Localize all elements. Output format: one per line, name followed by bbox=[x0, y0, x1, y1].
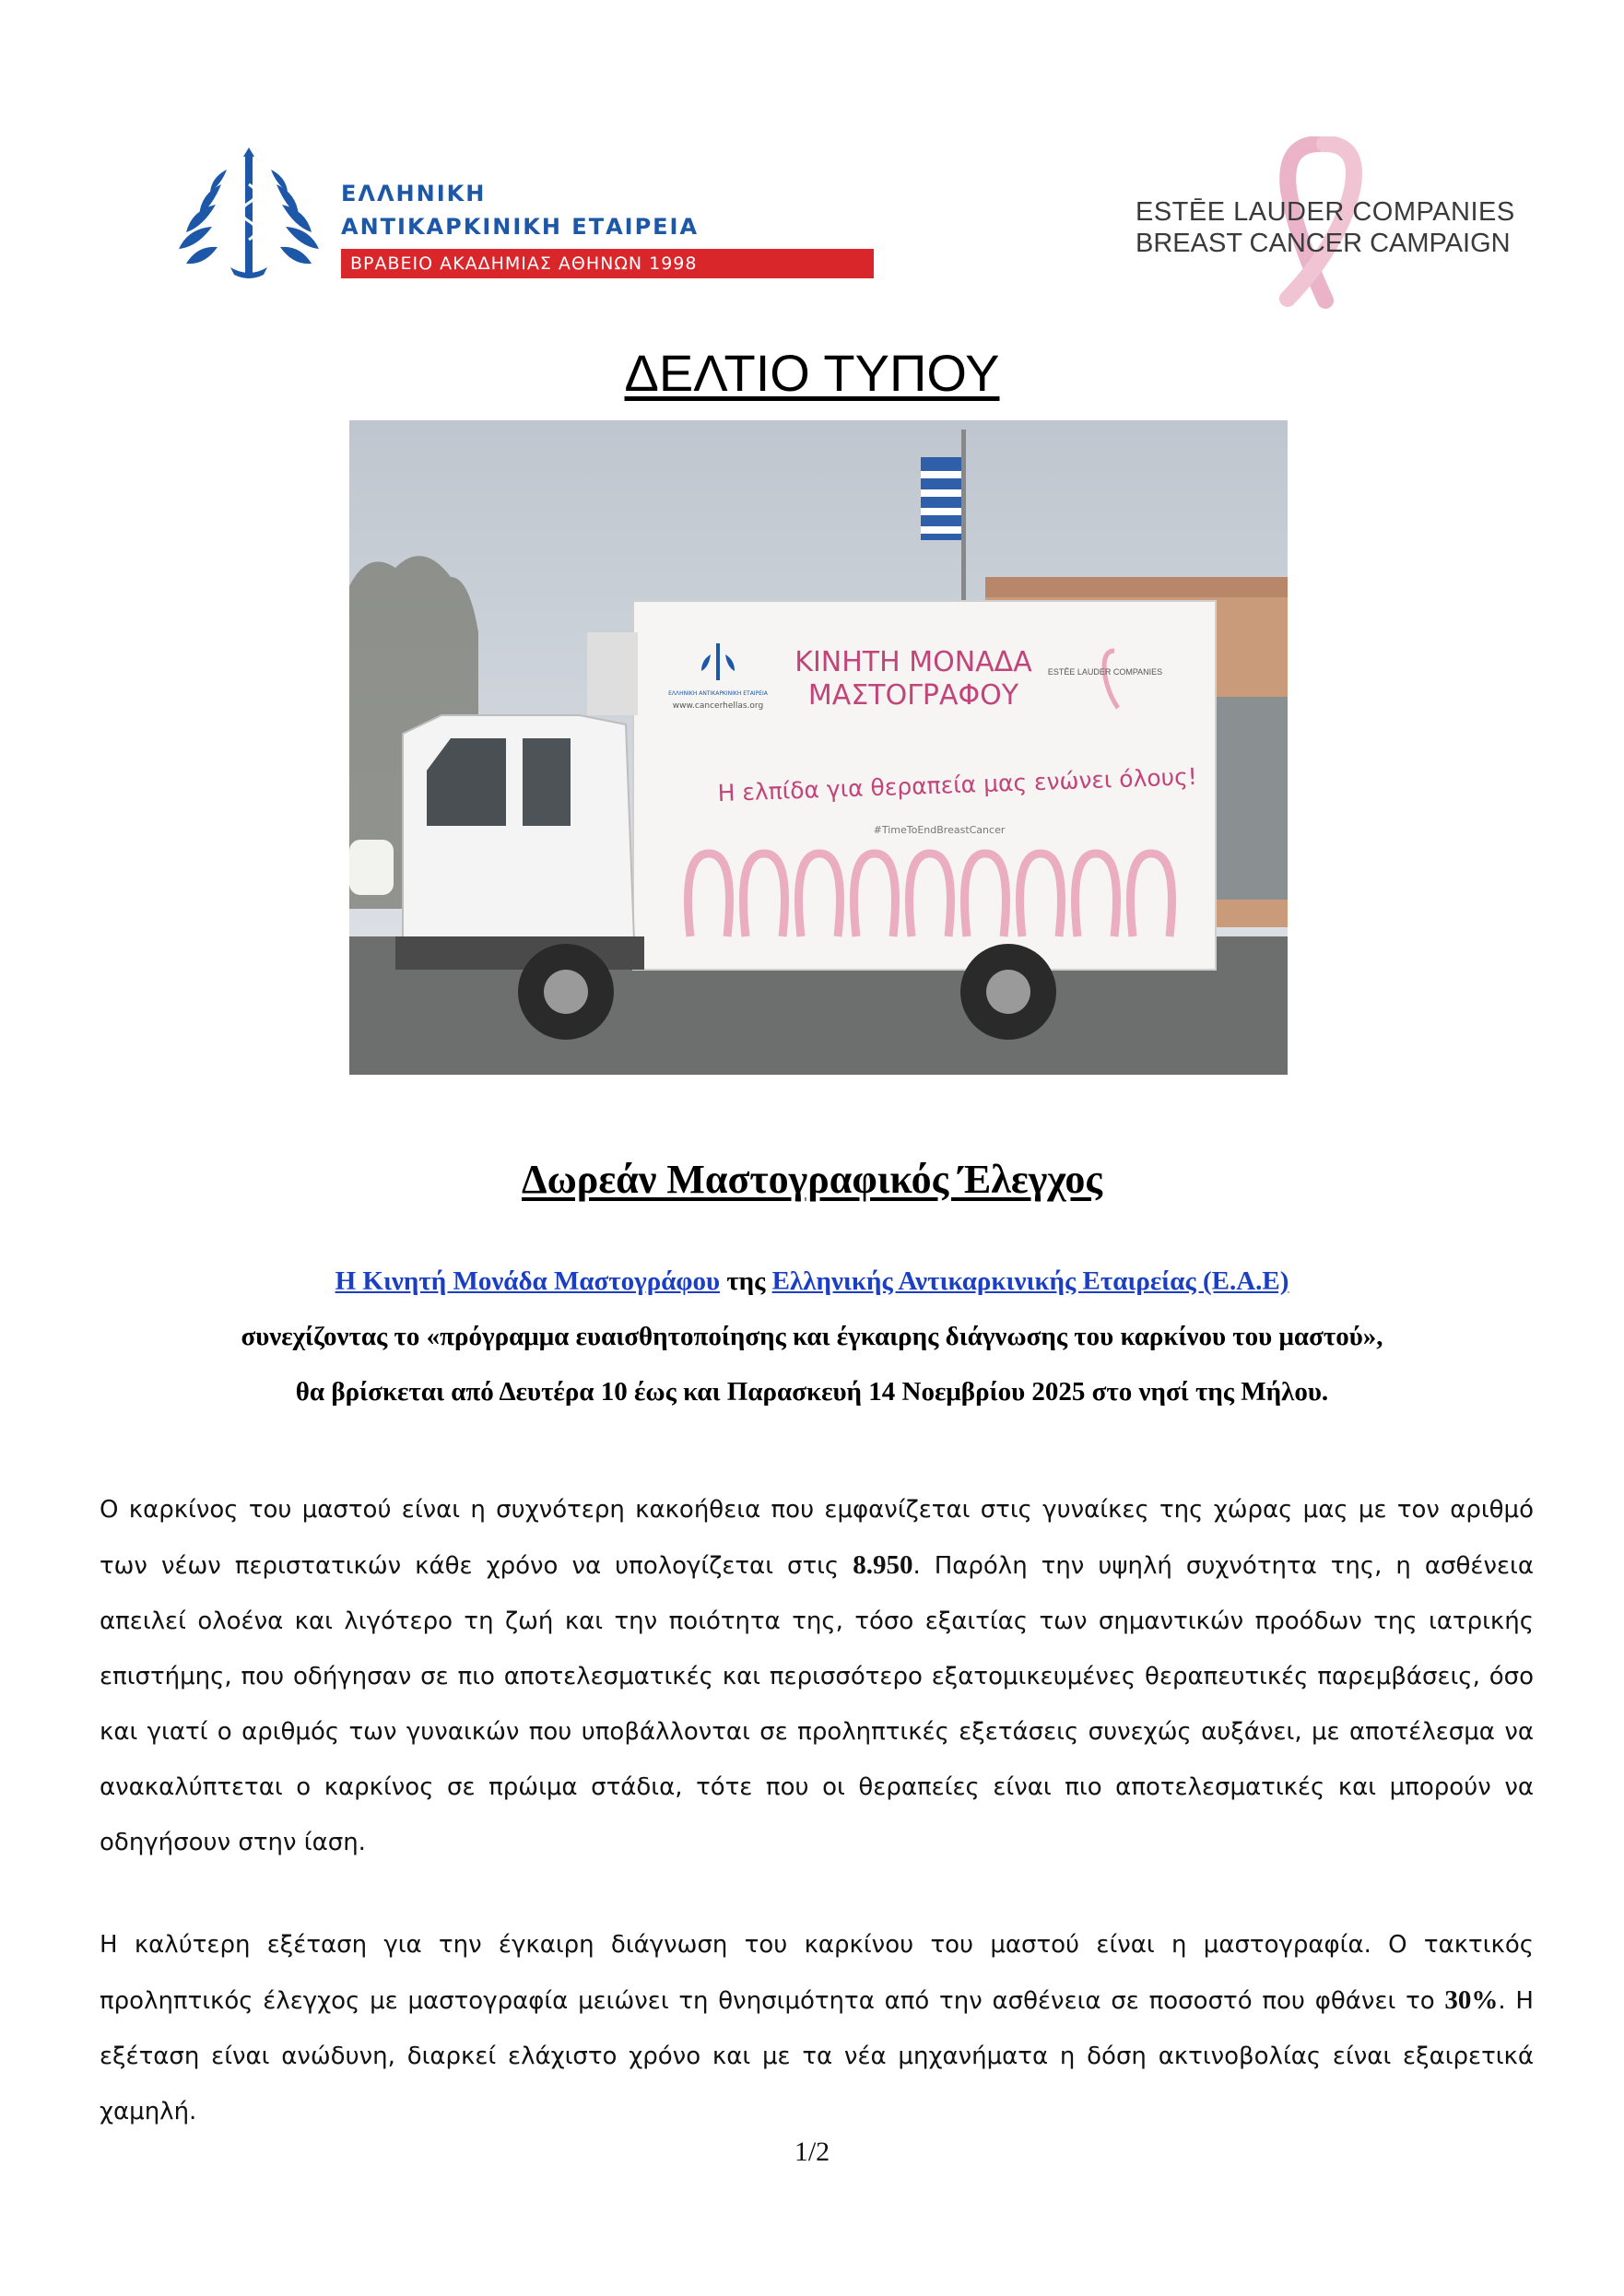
mobile-unit-link[interactable]: Η Κινητή Μονάδα Μαστογράφου bbox=[335, 1266, 721, 1296]
truck-title-line1: ΚΙΝΗΤΗ ΜΟΝΑΔΑ bbox=[794, 646, 1032, 678]
logo-left-award-bar: ΒΡΑΒΕΙΟ ΑΚΑΔΗΜΙΑΣ ΑΘΗΝΩΝ 1998 bbox=[341, 249, 874, 278]
greek-flag-icon bbox=[921, 457, 961, 540]
truck-title-line2: ΜΑΣΤΟΓΡΑΦΟΥ bbox=[807, 679, 1019, 712]
press-release-title: ΔΕΛΤΙΟ ΤΥΠΟΥ bbox=[624, 344, 1000, 402]
truck-hashtag-text: #TimeToEndBreastCancer bbox=[873, 824, 1006, 836]
paragraph-1-part1: Ο καρκίνος του μαστού είναι η συχνότερη κακοήθεια που εμφανίζεται στις γυναίκες της χώρας μας με τον αριθμό των νέων περιστατικών κάθε χρόνο να υπολογίζεται στις bbox=[100, 1496, 1534, 1580]
truck-slogan-text: Η ελπίδα για θεραπεία μας ενώνει όλους! bbox=[717, 762, 1198, 807]
section-heading: Δωρεάν Μαστογραφικός Έλεγχος bbox=[522, 1157, 1102, 1202]
truck-right-logo-text: ESTĒE LAUDER COMPANIES bbox=[1047, 667, 1163, 677]
truck-website-text: www.cancerhellas.org bbox=[672, 701, 764, 711]
intro-line-2: συνεχίζοντας το «πρόγραμμα ευαισθητοποίησης και έγκαιρης διάγνωσης του καρκίνου του μαστού», bbox=[241, 1322, 1383, 1351]
intro-line-3: θα βρίσκεται από Δευτέρα 10 έως και Παρασκευή 14 Νοεμβρίου 2025 στο νησί της Μήλου. bbox=[295, 1377, 1329, 1407]
mortality-reduction-number: 30% bbox=[1444, 1985, 1499, 2015]
logo-left-line2: ΑΝΤΙΚΑΡΚΙΝΙΚΗ ΕΤΑΙΡΕΙΑ bbox=[341, 214, 700, 240]
logo-left-line1: ΕΛΛΗΝΙΚΗ bbox=[341, 181, 487, 206]
intro-line-1 bbox=[0, 1266, 1624, 1297]
laurel-emblem-icon bbox=[166, 147, 332, 286]
paragraph-1-part2: . Παρόλη την υψηλή συχνότητα της, η ασθένεια απειλεί ολοένα και λιγότερο τη ζωή και την ποιότητα της, τόσο εξαιτίας των σημαντικών προόδων της ιατρικής επιστήμης, που οδήγησαν σε πιο αποτελεσματικές και περισσότερο εξατομικευμένες θεραπευτικές παρεμβάσεις, όσο και γιατί ο αριθμός των γυναικών που υποβάλλονται σε προληπτικές εξετάσεις συνεχώς αυξάνει, με αποτέλεσμα να ανακαλύπτεται ο καρκίνος σε πρώιμα στάδια, τότε που οι θεραπείες είναι πιο αποτελεσματικές και μπορούν να οδηγήσουν στην ίαση. bbox=[100, 1552, 1534, 1856]
hellenic-cancer-society-logo bbox=[166, 147, 719, 286]
logo-right-line1: ESTĒE LAUDER COMPANIES bbox=[1136, 197, 1515, 227]
logo-right-line2: BREAST CANCER CAMPAIGN bbox=[1136, 229, 1511, 258]
estee-lauder-logo bbox=[1136, 136, 1515, 312]
intro-connector-text: της bbox=[720, 1266, 772, 1296]
paragraph-2-part1: Η καλύτερη εξέταση για την έγκαιρη διάγνωση του καρκίνου του μαστού είναι η μαστογραφία. Ο τακτικός προληπτικός έλεγχος με μαστογραφία μειώνει τη θνησιμότητα από την ασθένεια σε ποσοστό που φθάνει το bbox=[100, 1931, 1534, 2015]
paragraph-2-part2: . Η εξέταση είναι ανώδυνη, διαρκεί ελάχιστο χρόνο και με τα νέα μηχανήματα η δόση ακτινοβολίας είναι εξαιρετικά χαμηλή. bbox=[100, 1987, 1534, 2125]
paragraph-1 bbox=[100, 1482, 1534, 1870]
new-cases-number: 8.950 bbox=[853, 1550, 913, 1580]
paragraph-2 bbox=[100, 1917, 1534, 2139]
society-link[interactable]: Ελληνικής Αντικαρκινικής Εταιρείας (Ε.Α.Ε) bbox=[771, 1266, 1289, 1296]
truck-left-logo-text: ΕΛΛΗΝΙΚΗ ΑΝΤΙΚΑΡΚΙΝΙΚΗ ΕΤΑΙΡΕΙΑ bbox=[668, 690, 768, 697]
page-number: 1/2 bbox=[794, 2137, 830, 2167]
mobile-mammography-truck-photo bbox=[349, 420, 1288, 1075]
